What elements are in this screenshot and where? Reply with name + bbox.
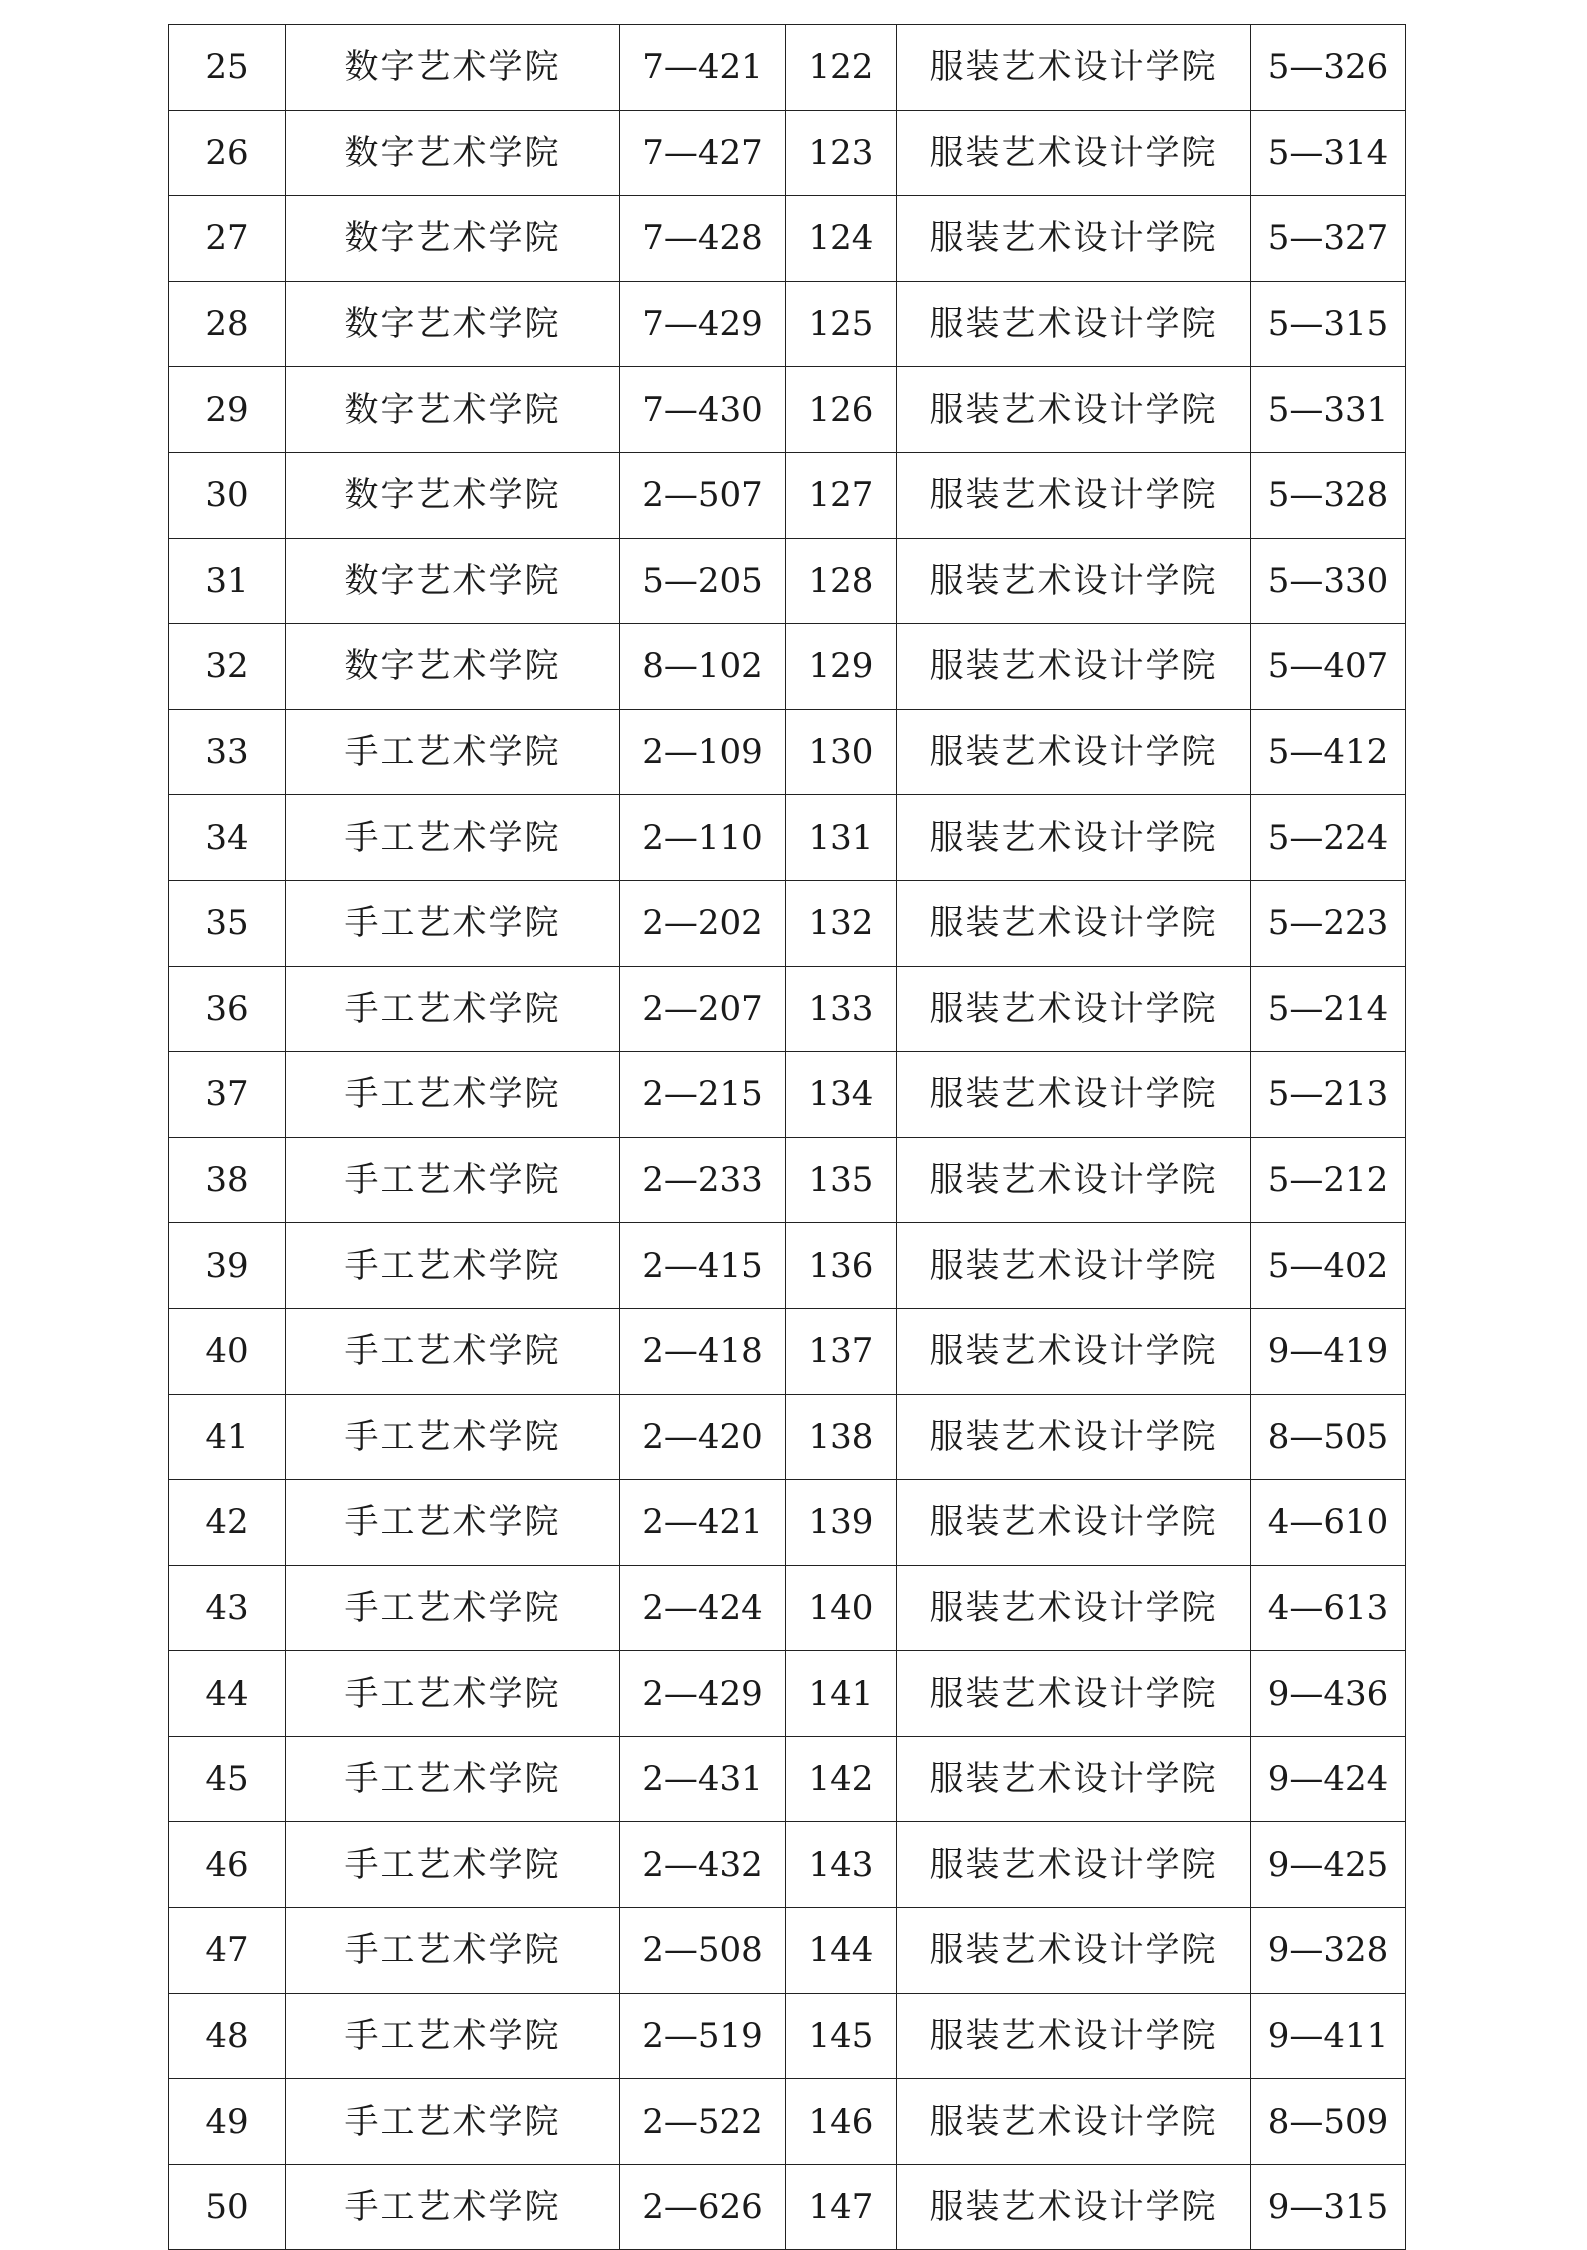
table-row [169, 795, 1406, 881]
right-room-cell: 9—424 [1251, 1736, 1406, 1822]
left-room-cell: 2—109 [620, 709, 786, 795]
left-number-cell: 41 [169, 1394, 286, 1480]
left-college-cell: 数字艺术学院 [286, 281, 620, 367]
right-number-cell: 125 [786, 281, 897, 367]
right-college-cell: 服装艺术设计学院 [897, 281, 1251, 367]
right-room-cell: 5—223 [1251, 880, 1406, 966]
right-number-cell: 137 [786, 1308, 897, 1394]
table-row [169, 452, 1406, 538]
right-college-cell: 服装艺术设计学院 [897, 709, 1251, 795]
left-number-cell: 28 [169, 281, 286, 367]
table-row [169, 196, 1406, 282]
right-number-cell: 124 [786, 196, 897, 282]
left-room-cell: 8—102 [620, 624, 786, 710]
right-college-cell: 服装艺术设计学院 [897, 1993, 1251, 2079]
left-room-cell: 2—202 [620, 880, 786, 966]
right-college-cell: 服装艺术设计学院 [897, 1822, 1251, 1908]
right-room-cell: 8—505 [1251, 1394, 1406, 1480]
left-number-cell: 42 [169, 1480, 286, 1566]
right-room-cell: 5—326 [1251, 25, 1406, 111]
right-college-cell: 服装艺术设计学院 [897, 1565, 1251, 1651]
left-college-cell: 手工艺术学院 [286, 1137, 620, 1223]
right-number-cell: 140 [786, 1565, 897, 1651]
right-number-cell: 142 [786, 1736, 897, 1822]
table-row [169, 1052, 1406, 1138]
right-number-cell: 147 [786, 2164, 897, 2250]
left-number-cell: 49 [169, 2079, 286, 2165]
left-college-cell: 手工艺术学院 [286, 2079, 620, 2165]
right-college-cell: 服装艺术设计学院 [897, 880, 1251, 966]
right-number-cell: 129 [786, 624, 897, 710]
left-room-cell: 2—207 [620, 966, 786, 1052]
right-college-cell: 服装艺术设计学院 [897, 1736, 1251, 1822]
right-number-cell: 135 [786, 1137, 897, 1223]
left-number-cell: 46 [169, 1822, 286, 1908]
right-college-cell: 服装艺术设计学院 [897, 25, 1251, 111]
left-college-cell: 数字艺术学院 [286, 452, 620, 538]
left-room-cell: 2—233 [620, 1137, 786, 1223]
right-number-cell: 126 [786, 367, 897, 453]
left-number-cell: 43 [169, 1565, 286, 1651]
left-room-cell: 7—429 [620, 281, 786, 367]
table-row [169, 624, 1406, 710]
left-number-cell: 31 [169, 538, 286, 624]
right-number-cell: 132 [786, 880, 897, 966]
left-number-cell: 25 [169, 25, 286, 111]
right-room-cell: 5—331 [1251, 367, 1406, 453]
left-room-cell: 2—110 [620, 795, 786, 881]
right-college-cell: 服装艺术设计学院 [897, 1908, 1251, 1994]
right-room-cell: 5—407 [1251, 624, 1406, 710]
table-row [169, 1137, 1406, 1223]
right-room-cell: 5—224 [1251, 795, 1406, 881]
table-row [169, 1651, 1406, 1737]
right-college-cell: 服装艺术设计学院 [897, 795, 1251, 881]
right-college-cell: 服装艺术设计学院 [897, 538, 1251, 624]
right-number-cell: 136 [786, 1223, 897, 1309]
left-number-cell: 29 [169, 367, 286, 453]
left-room-cell: 2—522 [620, 2079, 786, 2165]
right-room-cell: 5—330 [1251, 538, 1406, 624]
right-number-cell: 131 [786, 795, 897, 881]
right-number-cell: 138 [786, 1394, 897, 1480]
table-row [169, 367, 1406, 453]
left-room-cell: 2—215 [620, 1052, 786, 1138]
left-college-cell: 数字艺术学院 [286, 538, 620, 624]
left-college-cell: 手工艺术学院 [286, 1052, 620, 1138]
table-row [169, 1565, 1406, 1651]
left-college-cell: 数字艺术学院 [286, 25, 620, 111]
table-row [169, 1308, 1406, 1394]
right-college-cell: 服装艺术设计学院 [897, 1052, 1251, 1138]
table-row [169, 966, 1406, 1052]
left-college-cell: 手工艺术学院 [286, 1394, 620, 1480]
left-number-cell: 44 [169, 1651, 286, 1737]
right-number-cell: 134 [786, 1052, 897, 1138]
left-room-cell: 7—428 [620, 196, 786, 282]
right-room-cell: 5—412 [1251, 709, 1406, 795]
right-room-cell: 9—315 [1251, 2164, 1406, 2250]
right-college-cell: 服装艺术设计学院 [897, 452, 1251, 538]
right-number-cell: 130 [786, 709, 897, 795]
left-room-cell: 2—508 [620, 1908, 786, 1994]
right-number-cell: 143 [786, 1822, 897, 1908]
right-number-cell: 146 [786, 2079, 897, 2165]
left-room-cell: 2—420 [620, 1394, 786, 1480]
right-number-cell: 123 [786, 110, 897, 196]
right-number-cell: 127 [786, 452, 897, 538]
table-row [169, 1480, 1406, 1566]
right-college-cell: 服装艺术设计学院 [897, 1480, 1251, 1566]
left-room-cell: 2—415 [620, 1223, 786, 1309]
right-room-cell: 9—328 [1251, 1908, 1406, 1994]
left-number-cell: 48 [169, 1993, 286, 2079]
table-row [169, 2079, 1406, 2165]
right-room-cell: 4—613 [1251, 1565, 1406, 1651]
left-college-cell: 手工艺术学院 [286, 966, 620, 1052]
left-room-cell: 2—418 [620, 1308, 786, 1394]
left-college-cell: 手工艺术学院 [286, 1223, 620, 1309]
left-number-cell: 40 [169, 1308, 286, 1394]
left-number-cell: 39 [169, 1223, 286, 1309]
right-college-cell: 服装艺术设计学院 [897, 1651, 1251, 1737]
left-college-cell: 手工艺术学院 [286, 1822, 620, 1908]
right-college-cell: 服装艺术设计学院 [897, 1308, 1251, 1394]
left-room-cell: 2—626 [620, 2164, 786, 2250]
left-number-cell: 30 [169, 452, 286, 538]
left-room-cell: 7—427 [620, 110, 786, 196]
table-row [169, 1993, 1406, 2079]
table-row [169, 281, 1406, 367]
table-row [169, 25, 1406, 111]
left-number-cell: 50 [169, 2164, 286, 2250]
table-row [169, 880, 1406, 966]
table-row [169, 538, 1406, 624]
left-number-cell: 32 [169, 624, 286, 710]
left-college-cell: 手工艺术学院 [286, 1993, 620, 2079]
left-room-cell: 2—519 [620, 1993, 786, 2079]
table-row [169, 709, 1406, 795]
right-room-cell: 9—419 [1251, 1308, 1406, 1394]
left-room-cell: 2—432 [620, 1822, 786, 1908]
table-row [169, 110, 1406, 196]
table-row [169, 1223, 1406, 1309]
left-number-cell: 45 [169, 1736, 286, 1822]
left-number-cell: 37 [169, 1052, 286, 1138]
left-college-cell: 手工艺术学院 [286, 1651, 620, 1737]
left-college-cell: 手工艺术学院 [286, 1736, 620, 1822]
left-college-cell: 手工艺术学院 [286, 880, 620, 966]
right-number-cell: 133 [786, 966, 897, 1052]
left-college-cell: 数字艺术学院 [286, 196, 620, 282]
right-room-cell: 5—214 [1251, 966, 1406, 1052]
left-number-cell: 34 [169, 795, 286, 881]
right-number-cell: 141 [786, 1651, 897, 1737]
table-row [169, 1822, 1406, 1908]
left-room-cell: 2—507 [620, 452, 786, 538]
right-room-cell: 9—436 [1251, 1651, 1406, 1737]
left-room-cell: 2—431 [620, 1736, 786, 1822]
right-college-cell: 服装艺术设计学院 [897, 2079, 1251, 2165]
right-college-cell: 服装艺术设计学院 [897, 110, 1251, 196]
table-body [169, 25, 1406, 2250]
right-room-cell: 8—509 [1251, 2079, 1406, 2165]
right-number-cell: 145 [786, 1993, 897, 2079]
right-room-cell: 9—411 [1251, 1993, 1406, 2079]
right-room-cell: 5—402 [1251, 1223, 1406, 1309]
right-number-cell: 128 [786, 538, 897, 624]
table-row [169, 1908, 1406, 1994]
left-number-cell: 27 [169, 196, 286, 282]
right-college-cell: 服装艺术设计学院 [897, 1394, 1251, 1480]
left-number-cell: 47 [169, 1908, 286, 1994]
left-number-cell: 33 [169, 709, 286, 795]
left-number-cell: 38 [169, 1137, 286, 1223]
left-college-cell: 手工艺术学院 [286, 2164, 620, 2250]
right-room-cell: 5—328 [1251, 452, 1406, 538]
right-college-cell: 服装艺术设计学院 [897, 2164, 1251, 2250]
left-college-cell: 数字艺术学院 [286, 110, 620, 196]
right-room-cell: 5—315 [1251, 281, 1406, 367]
left-room-cell: 7—430 [620, 367, 786, 453]
right-room-cell: 5—213 [1251, 1052, 1406, 1138]
right-college-cell: 服装艺术设计学院 [897, 1137, 1251, 1223]
right-room-cell: 5—314 [1251, 110, 1406, 196]
right-room-cell: 9—425 [1251, 1822, 1406, 1908]
room-allocation-table [168, 24, 1406, 2250]
right-college-cell: 服装艺术设计学院 [897, 1223, 1251, 1309]
left-college-cell: 手工艺术学院 [286, 1565, 620, 1651]
right-room-cell: 4—610 [1251, 1480, 1406, 1566]
left-college-cell: 数字艺术学院 [286, 624, 620, 710]
table-row [169, 1736, 1406, 1822]
left-college-cell: 手工艺术学院 [286, 1908, 620, 1994]
right-room-cell: 5—212 [1251, 1137, 1406, 1223]
left-college-cell: 手工艺术学院 [286, 1480, 620, 1566]
room-allocation-sheet [168, 24, 1406, 2250]
left-room-cell: 2—424 [620, 1565, 786, 1651]
left-room-cell: 2—429 [620, 1651, 786, 1737]
left-college-cell: 手工艺术学院 [286, 709, 620, 795]
table-row [169, 1394, 1406, 1480]
left-number-cell: 26 [169, 110, 286, 196]
left-room-cell: 7—421 [620, 25, 786, 111]
right-number-cell: 144 [786, 1908, 897, 1994]
left-number-cell: 35 [169, 880, 286, 966]
left-room-cell: 5—205 [620, 538, 786, 624]
left-college-cell: 数字艺术学院 [286, 367, 620, 453]
right-number-cell: 122 [786, 25, 897, 111]
right-room-cell: 5—327 [1251, 196, 1406, 282]
left-number-cell: 36 [169, 966, 286, 1052]
right-college-cell: 服装艺术设计学院 [897, 196, 1251, 282]
table-row [169, 2164, 1406, 2250]
left-college-cell: 手工艺术学院 [286, 795, 620, 881]
right-college-cell: 服装艺术设计学院 [897, 367, 1251, 453]
left-college-cell: 手工艺术学院 [286, 1308, 620, 1394]
right-college-cell: 服装艺术设计学院 [897, 624, 1251, 710]
left-room-cell: 2—421 [620, 1480, 786, 1566]
right-number-cell: 139 [786, 1480, 897, 1566]
right-college-cell: 服装艺术设计学院 [897, 966, 1251, 1052]
